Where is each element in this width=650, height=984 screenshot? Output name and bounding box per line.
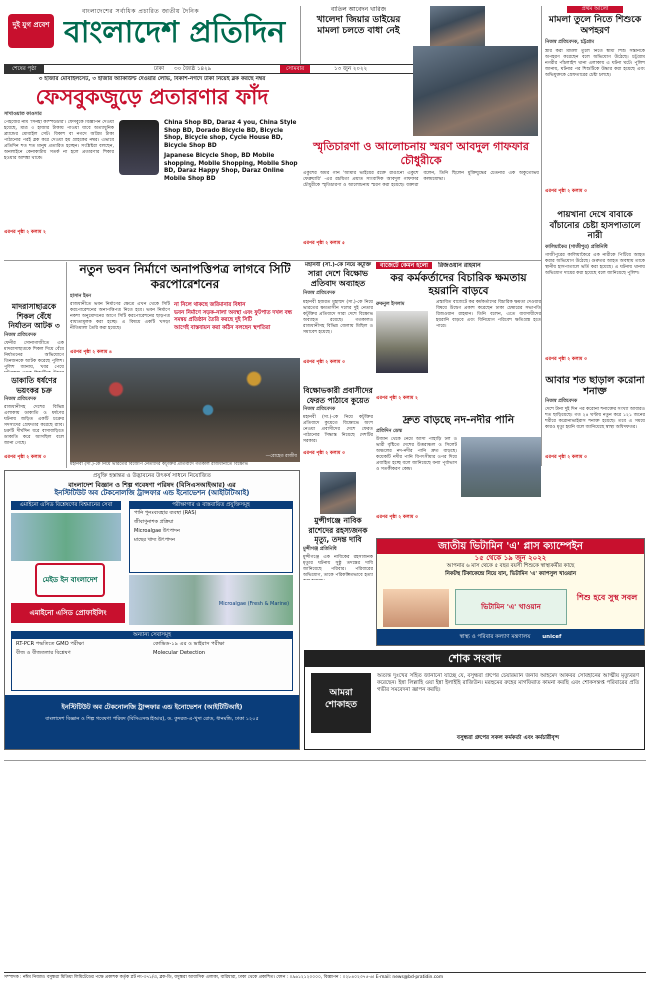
- other-title: অন্যান্য সেবাসমূহ: [12, 632, 292, 639]
- continue-note: এরপর পৃষ্ঠা ২ কলাম ৩: [4, 455, 46, 461]
- continue-note: এরপর পৃষ্ঠা ২ কলাম ৪: [70, 350, 112, 356]
- headline: ডাকাতি ধর্ষণের ভয়ংকর চক্র: [11, 376, 57, 395]
- capsule-label: ভিটামিন 'এ' খাওয়ান: [481, 603, 541, 611]
- ad-title: জাতীয় ভিটামিন 'এ' প্লাস ক্যাম্পেইন: [377, 539, 644, 554]
- byline: নিজস্ব প্রতিবেদক, চট্টগ্রাম: [545, 40, 594, 46]
- other-item: RT-PCR পদ্ধতিতে GMO পরীক্ষা: [16, 641, 84, 648]
- headline: মুন্সীগঞ্জে নাবিক রাশেদের রহস্যজনক মৃত্যু, তদন্ত দাবি: [308, 516, 368, 544]
- byline: হাসান ইমন: [70, 294, 92, 299]
- body-text: পেইজের নাম 'সিনহা কম্পিউটার'। ফেসবুকে বিজ্ঞাপন দেওয়া হয়েছে, মাত্র ৩ হাজার টাকায় পাওয়া যাবে অত্যাধুনিক ব্র্যান্ডের মোবাইল সেট। বিকাশ বা নগদে অগ্রিম টাকা পাঠানোর পরই ব্লক করে দেওয়া হয় গ্রাহকের নম্বর। এভাবে প্রতিদিন শত শত মানুষ প্রতারিত হচ্ছেন। সংশ্লিষ্টরা বলছেন, অনলাইনে কেনাকাটায় সতর্ক না হলে প্রতারণার শিকার হওয়ার আশঙ্কা থাকে।: [4, 120, 114, 162]
- headline: কর কর্মকর্তাদের বিচারিক ক্ষমতায় হয়রানি বাড়বে: [390, 272, 527, 298]
- portrait: [376, 311, 428, 373]
- label: বাজেটে কেমন হলো: [376, 262, 432, 269]
- byline: কালিয়াকৈর (গাজীপুর) প্রতিনিধি: [545, 244, 608, 250]
- other-services: [11, 631, 293, 691]
- ad-footer-bar: [377, 629, 644, 645]
- lab-box: [129, 501, 293, 573]
- program: এমাইনো এসিড প্রোফাইলিং: [29, 609, 107, 617]
- event-story: [303, 140, 539, 260]
- vitamin-ad: [376, 538, 645, 646]
- kicker: প্রথম আলো: [567, 6, 623, 13]
- lab-photo: [11, 513, 121, 561]
- continue-note: এরপর পৃষ্ঠা ২ কলাম ৩: [545, 188, 587, 194]
- rivers-story: [376, 414, 541, 534]
- date-bar: [4, 64, 416, 74]
- bullet: না নিলে থাকছে জরিমানার বিধান: [174, 302, 246, 309]
- continue-note: এরপর পৃষ্ঠা ২ কলাম ২: [376, 396, 418, 402]
- label-name: রিজওয়ান রাহমান: [438, 262, 481, 269]
- body-text: রাজধানীতে ভবন নির্মাণের ক্ষেত্রে এখন থেকে সিটি করপোরেশনের অনাপত্তিপত্র নিতে হবে। ভবন নির্মাণে নকশা অনুমোদনের আগে সিটি করপোরেশনের ছাড়পত্র বাধ্যতামূলক করা হচ্ছে। এ বিষয়ে একটি খসড়া নীতিমালা তৈরি করা হয়েছে।: [70, 302, 170, 332]
- byline: নিজস্ব প্রতিবেদক: [303, 291, 336, 297]
- body-text: স্ত্রীর করা মামলা তুলে নিতে স্বামী শিশু সন্তানকে অপহরণ করেছেন বলে অভিযোগ উঠেছে। চট্টগ্রাম নগরীর পাঁচলাইশ থানা এলাকায় এ ঘটনা ঘটে। পুলিশ জানায়, ঘটনার পর শিশুটিকে উদ্ধার করা হয়েছে এবং অভিযুক্তকে গ্রেফতারের চেষ্টা চলছে।: [545, 48, 645, 78]
- headline: মামলা তুলে নিতে শিশুকে অপহরণ: [548, 15, 642, 37]
- kicker: বাতিল আবেদন খারিজ: [330, 6, 387, 13]
- program-banner: [11, 603, 125, 623]
- kicker: ৩ হাজার মোবাইলসেট, ৩ হাজার অ্যাকাউন্ট দেওয়ার লোভ, বিকাশ-নগদে টাকা নিয়েই ব্লক করছে নম্বর: [38, 76, 266, 82]
- lab-item: জীবাণুনাশক প্রক্রিয়া: [134, 519, 174, 526]
- lab-item: পানি পুনঃব্যবহার ব্যবস্থা (RAS): [134, 510, 197, 517]
- made-in: মেইড ইন বাংলাদেশ: [42, 576, 98, 584]
- bullet: আগেই বাস্তবায়ন করা কঠিন বলছেন স্থপতিরা: [174, 324, 271, 331]
- right-top-story: [545, 6, 645, 206]
- tagline: বাংলাদেশের সর্বাধিক প্রচারিত জাতীয় দৈনিক: [82, 8, 200, 15]
- footer-name: ইনস্টিটিউট অব টেকনোলজি ট্রান্সফার এন্ড ইনোভেশন (আইটিটিআই): [61, 703, 243, 711]
- body-text: গাজীপুরের কালিয়াকৈরে এক নারীকে পিটিয়ে আহত করার অভিযোগ উঠেছে। গুরুতর আহত অবস্থায় তাকে স্থানীয় হাসপাতালে ভর্তি করা হয়েছে। এ ঘটনায় থানায় অভিযোগ দায়ের করা হয়েছে বলে জানিয়েছে পুলিশ।: [545, 252, 645, 276]
- condolence-sign: বসুন্ধরা গ্রুপের সকল কর্মকর্তা এবং কর্মচারীবৃন্দ: [456, 735, 560, 741]
- body-text: মহানবী (সা.)-কে নিয়ে কটূক্তির প্রতিবাদে কুয়েতে বিক্ষোভে অংশ নেওয়া প্রবাসীদের দেশে ফেরত পাঠানোর সিদ্ধান্ত নিয়েছে দেশটির সরকার।: [303, 415, 373, 445]
- byline: প্রতিদিন ডেস্ক: [376, 429, 402, 434]
- lab-item: Microalgae উৎপাদন: [134, 527, 180, 534]
- city: ঢাকা: [154, 66, 165, 72]
- budget-story: [376, 262, 541, 412]
- ministry: স্বাস্থ্য ও পরিবার কল্যাণ মন্ত্রণালয়: [459, 634, 531, 640]
- byline: নিজস্ব প্রতিবেদক: [303, 407, 336, 412]
- box-line-2: শোকাহত: [325, 700, 357, 711]
- top-box-story: [300, 6, 416, 64]
- bn-date: ৩০ জ্যৈষ্ঠ ১৪২৯: [174, 66, 212, 72]
- photo-credit: —রোহেত রাজীব: [265, 453, 297, 459]
- ad-top-3: ইনস্টিটিউট অব টেকনোলজি ট্রান্সফার এন্ড ইনোভেশন (আইটিটিআই): [54, 489, 250, 498]
- ad-top-1: প্রযুক্তি হস্তান্তর ও উদ্ভাবনের উৎকর্ষ সাধনে নিয়োজিত: [93, 473, 211, 479]
- date: ১৩ জুন ২০২২: [334, 66, 368, 72]
- continue-note: এরপর পৃষ্ঠা ২ কলাম ৩: [545, 455, 587, 461]
- right-mid-story: [545, 210, 645, 370]
- top-line: মহানবী (সা.)-কে নিয়ে কটূক্তি: [305, 262, 371, 268]
- headline: ফেসবুকজুড়ে প্রতারণার ফাঁদ: [35, 84, 269, 109]
- headline: আবার শত ছাড়াল করোনা শনাক্ত: [545, 375, 645, 397]
- right-bottom-story: [545, 375, 645, 467]
- ad-top-2: বাংলাদেশ বিজ্ঞান ও শিল্প গবেষণা পরিষদ (বিসিএসআইআর) এর: [68, 480, 236, 489]
- headline: স্মৃতিচারণা ও আলোচনায় স্মরণ আবদুল গাফফার চৌধুরীকে: [313, 140, 529, 167]
- body-text: ফেনীর সোনাগাজীতে এক মাদরাসাছাত্রকে শিকল দিয়ে বেঁধে নির্যাতনের অভিযোগে তিনজনকে আটক করেছে পুলিশ। পুলিশ জানায়, খবর পেয়ে: [4, 340, 64, 370]
- ad-line-2: নিকটস্থ টিকাকেন্দ্রে নিয়ে যান, ভিটামিন 'এ' ক্যাপসুল খাওয়ান: [445, 570, 576, 577]
- photo-caption: মহানবী (সা.)-কে নিয়ে ভারতের বিজেপি নেতাদের কটূক্তির প্রতিবাদে গতকাল রাজধানীতে বিক্ষোভ: [70, 462, 248, 467]
- box-line-1: আমরা: [329, 688, 353, 698]
- protest-story: [303, 262, 373, 382]
- byline: রুকনুল ইসলাম: [376, 302, 405, 308]
- headline: দ্রুত বাড়ছে নদ-নদীর পানি: [402, 414, 515, 426]
- continue-note: এরপর পৃষ্ঠা ২ কলাম ৩: [376, 515, 418, 521]
- weekday: সোমবার: [280, 65, 310, 74]
- footer-address: বাংলাদেশ বিজ্ঞান ও শিল্প গবেষণা পরিষদ (বিসিএসআইআর), ড. কুদরত-এ-খুদা রোড, ধানমন্ডি, ঢাকা ১২০৫: [45, 715, 259, 722]
- body-text: মুন্সীগঞ্জে এক নাবিকের রহস্যজনক মৃত্যুর ঘটনায় সুষ্ঠু তদন্তের দাবি জানিয়েছে পরিবার। পরিবারের অভিযোগ, তাকে পরিকল্পিতভাবে হত্যা: [303, 554, 373, 578]
- ad-slogan: শিশু হবে সুস্থ সবল: [576, 593, 638, 602]
- condolence-notice: [304, 650, 645, 750]
- lab-item: মাছের খাদ্য উৎপাদন: [134, 536, 176, 543]
- headline: মাদরাসাছাত্রকে শিকল বেঁধে নির্যাতন আটক ৩: [8, 302, 60, 330]
- child-photo: [383, 589, 449, 627]
- headline: খালেদা জিয়ার ডাইয়ের মামলা চলতে বাধা নেই: [316, 15, 401, 37]
- body-text: প্রস্তাবিত বাজেটে কর কর্মকর্তাদের বিচারিক ক্ষমতা দেওয়ার বিষয়ে উদ্বেগ প্রকাশ করেছেন ঢাকা চেম্বারের সভাপতি রিজওয়ান রাহমান। তিনি বলেন, এতে ব্যবসায়ীদের হয়রানি বাড়বে এবং বিনিয়োগ পরিবেশ ক্ষতিগ্রস্ত হতে পারে।: [436, 300, 541, 330]
- other-item: কোভিড-১৯ এর ও ভাইরাস পরীক্ষা: [153, 641, 225, 648]
- body-text: উজান থেকে নেমে আসা পাহাড়ি ঢল ও ভারী বৃষ্টিতে দেশের উত্তরাঞ্চল ও সিলেট অঞ্চলের নদ-নদীর পানি দ্রুত বাড়ছে। কয়েকটি নদীর পানি বিপৎসীমার ওপর দিয়ে প্রবাহিত হচ্ছে বলে জানিয়েছে বন্যা পূর্বাভাস ও সতর্কীকরণ কেন্দ্র।: [376, 437, 457, 473]
- anniversary-badge: [8, 14, 54, 48]
- bullet: সমন্বয় প্রতিষ্ঠান তৈরি করছে দুই সিটি: [174, 317, 252, 324]
- continue-note: এরপর পৃষ্ঠা ২ কলাম ৩: [303, 451, 345, 457]
- body-text: দেশে টানা দুই দিন পর করোনা শনাক্তের সংখ্যা আবারও শত ছাড়িয়েছে। গত ২৪ ঘণ্টায় নতুন করে ১২১ জনের শরীরে করোনাভাইরাস শনাক্ত হয়েছে। তবে এ সময়ে কারও মৃত্যু হয়নি বলে জানিয়েছে স্বাস্থ্য অধিদফতর।: [545, 407, 645, 431]
- bullet: ভবন নির্মাণে সড়ক-নালা অবস্থা এবং ফুটপাত দখল বন্ধ: [174, 309, 292, 316]
- protest-photo: [70, 358, 300, 462]
- phone-photo: [119, 120, 159, 175]
- capsule-box: [455, 589, 567, 625]
- title: শোক সংবাদ: [305, 651, 644, 667]
- main-story: [4, 76, 300, 258]
- other-item: Molecular Detection: [153, 650, 206, 657]
- city-story: [70, 262, 300, 358]
- sailor-photo: [320, 472, 356, 514]
- condolence-text: অত্যন্ত দুঃখের সহিত জানানো যাচ্ছে যে, বসুন্ধরা গ্রুপের চেয়ারম্যান জনাব আহমেদ আকবর সোবহানের আত্মীয় মৃত্যুবরণ করেছেন। ইন্না লিল্লাহি ওয়া ইন্না ইলাইহি রাজিউন। মরহুমের রুহের মাগফিরাত কামনা করছি এবং শোকসন্তপ্ত পরিবারের প্রতি গভীর সমবেদনা জ্ঞাপন করছি।: [377, 673, 639, 694]
- ad-service: এমাইনো এসিড বিশ্লেষণের বিশ্বমানের সেবা: [11, 501, 121, 510]
- ad-footer: [5, 695, 299, 749]
- byline: নিজস্ব প্রতিবেদক: [545, 399, 578, 404]
- continue-note: এরপর পৃষ্ঠা ২ কলাম ৫: [303, 241, 345, 246]
- brand: unicef: [542, 634, 562, 640]
- bcsir-ad: [4, 470, 300, 750]
- event-photo: [413, 46, 538, 136]
- ad-list-2: Japanese Bicycle Shop, BD Mobile shopping, Mobile Shopping, Mobile Shop BD, Daraz Happy Shop, Daraz Online Mobile Shop BD: [164, 153, 298, 182]
- byline: নিজস্ব প্রতিবেদক: [4, 397, 37, 402]
- migrants-story: [303, 386, 373, 468]
- imprint: সম্পাদক : নঈম নিজাম। বসুন্ধরা মিডিয়া লিমিটেডের পক্ষে প্রকাশক কর্তৃক প্লট নং-৩৭১/এ, ব্লক-ডি, বসুন্ধরা আবাসিক এলাকা, বারিধারা, ঢাকা থেকে প্রকাশিত। ফোন : ০৯৬১২১২০০০০, বিজ্ঞাপন : ০২৮৪০২৩৭৫-৬। E-mail: news@bd-pratidin.com: [4, 972, 646, 982]
- left-story-1: [4, 262, 64, 372]
- byline: মুন্সীগঞ্জ প্রতিনিধি: [303, 546, 337, 552]
- made-in-box: [35, 563, 105, 597]
- byline: নিজস্ব প্রতিবেদক: [4, 332, 37, 338]
- left-story-2: [4, 376, 64, 468]
- slogan: দুই যুগ প্রবেশ: [12, 21, 50, 29]
- portrait-photo: [430, 6, 485, 46]
- condolence-box: [311, 673, 371, 733]
- body-text: একুশের অমর গান 'আমার ভাইয়ের রক্তে রাঙানো একুশে ফেব্রুয়ারি' -এর রচয়িতা প্রয়াত সাংবাদিক আবদুল গাফফার চৌধুরীকে স্মৃতিচারণা ও আলোচনায় স্মরণ করা হয়েছে। বক্তারা বলেন, তিনি ছিলেন মুক্তিযুদ্ধের চেতনার এক অকুতোভয় কলমযোদ্ধা।: [303, 171, 539, 188]
- product-label: Microalgae (Fresh & Marine): [218, 601, 290, 607]
- bottom-area: [4, 762, 646, 970]
- flood-photo: [461, 437, 541, 497]
- bullets: [174, 302, 300, 350]
- headline: বিক্ষোভকারী প্রবাসীদের ফেরত পাঠাবে কুয়েত: [303, 386, 373, 405]
- page-label: শেষের পৃষ্ঠা: [4, 65, 44, 74]
- ad-list: China Shop BD, Daraz 4 you, China Style Shop BD, Dorado Bicycle BD, Bicycle Shop, Bicycle shop, Cycle House BD, Bicycle Shop BD: [164, 120, 297, 149]
- headline: সারা দেশে বিক্ষোভ প্রতিবাদ অব্যাহত: [307, 269, 368, 289]
- other-item: বীজ ও বীজতলার বিশ্লেষণ: [16, 650, 71, 657]
- body-text: মহানবী হজরত মুহাম্মদ (সা.)-কে নিয়ে ভারতের ক্ষমতাসীন দলের দুই নেতার কটূক্তির প্রতিবাদে সারা দেশে বিক্ষোভ অব্যাহত রয়েছে। গতকালও রাজধানীসহ বিভিন্ন জেলায় মিছিল ও সমাবেশ হয়েছে।: [303, 299, 373, 335]
- continue-note: এরপর পৃষ্ঠা ২ কলাম ৩: [545, 356, 587, 362]
- continue-note: এরপর পৃষ্ঠা ২ কলাম ৩: [303, 359, 345, 365]
- byline: সাখাওয়াত কাওসার: [4, 111, 42, 117]
- headline: পায়খানা দেখে বাবাকে বাঁচানোর চেষ্টা হাসপাতালে নারী: [549, 210, 641, 241]
- lab-images: [129, 575, 293, 625]
- continue-note: এরপর পৃষ্ঠা ২ কলাম ২: [4, 230, 46, 236]
- lab-title: পরীক্ষাগার ও বাস্তবায়িত প্রযুক্তিসমূহ: [130, 502, 292, 509]
- headline: নতুন ভবন নির্মাণে অনাপত্তিপত্র লাগবে সিটি করপোরেশনের: [79, 262, 291, 291]
- body-text: রাজধানীসহ দেশের বিভিন্ন এলাকায় ডাকাতি ও ধর্ষণের ঘটনায় জড়িত একটি চক্রের সদস্যদের গ্রেফতার করেছে র‍্যাব। চক্রটি দীর্ঘদিন ধরে বাসাবাড়িতে ডাকাতি করে আসছিল বলে জানা গেছে।: [4, 405, 64, 447]
- budget-label-bar: [376, 262, 541, 270]
- ad-dates: ১৫ থেকে ১৯ জুন ২০২২: [474, 554, 547, 562]
- ad-line-1: আপনার ৬ মাস থেকে ৫ বছর বয়সী শিশুকে স্বাস্থ্যকর্মীর কাছে: [446, 563, 575, 570]
- newspaper-title: বাংলাদেশ প্রতিদিন: [64, 15, 286, 50]
